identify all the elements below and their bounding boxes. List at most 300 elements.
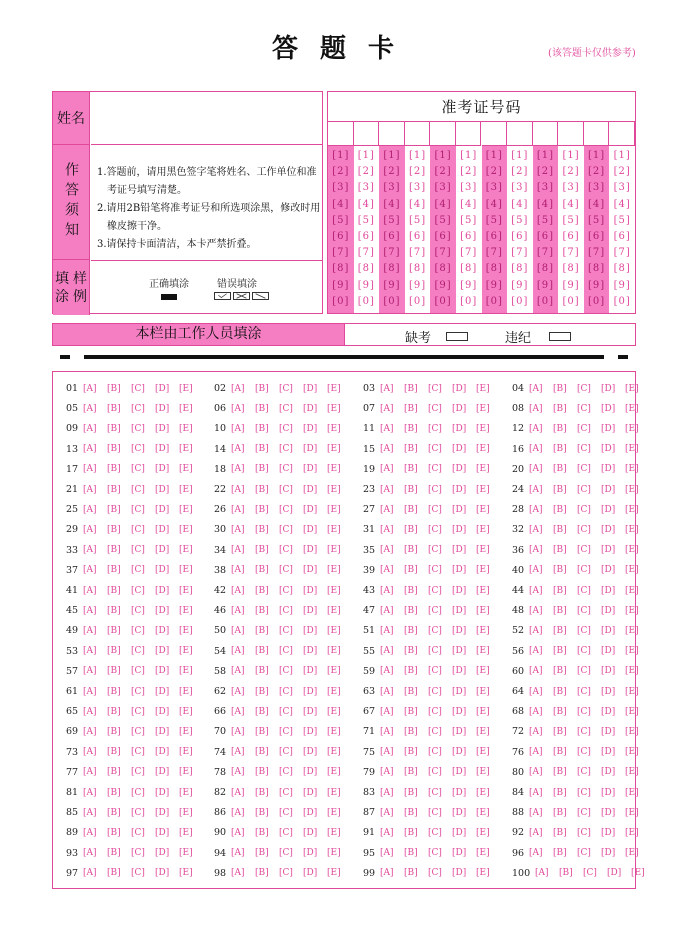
answer-bubble[interactable]: [B] (404, 545, 418, 556)
answer-bubble[interactable]: [E] (476, 767, 490, 778)
answer-bubble[interactable]: [D] (601, 726, 616, 737)
answer-bubble[interactable]: [B] (107, 464, 121, 475)
answer-bubble[interactable]: [A] (380, 524, 394, 535)
answer-bubble[interactable]: [C] (428, 807, 442, 818)
admission-digit-bubble[interactable]: [2] (332, 166, 350, 178)
answer-bubble[interactable]: [A] (231, 787, 245, 798)
answer-bubble[interactable]: [E] (476, 787, 490, 798)
answer-bubble[interactable]: [A] (380, 807, 394, 818)
answer-bubble[interactable]: [C] (428, 444, 442, 455)
answer-bubble[interactable]: [C] (577, 484, 591, 495)
answer-bubble[interactable]: [A] (83, 767, 97, 778)
answer-bubble[interactable]: [C] (131, 807, 145, 818)
admission-digit-box[interactable] (609, 122, 635, 146)
answer-bubble[interactable]: [B] (255, 504, 269, 515)
answer-bubble[interactable]: [A] (529, 464, 543, 475)
answer-bubble[interactable]: [A] (83, 827, 97, 838)
answer-bubble[interactable]: [C] (279, 423, 293, 434)
answer-bubble[interactable]: [C] (279, 726, 293, 737)
answer-bubble[interactable]: [B] (255, 484, 269, 495)
answer-bubble[interactable]: [D] (601, 787, 616, 798)
answer-bubble[interactable]: [B] (559, 868, 573, 879)
admission-digit-bubble[interactable]: [5] (588, 214, 606, 226)
answer-bubble[interactable]: [B] (255, 444, 269, 455)
answer-bubble[interactable]: [C] (131, 706, 145, 717)
answer-bubble[interactable]: [E] (327, 827, 341, 838)
answer-bubble[interactable]: [C] (428, 625, 442, 636)
answer-bubble[interactable]: [D] (601, 504, 616, 515)
answer-bubble[interactable]: [B] (255, 747, 269, 758)
answer-bubble[interactable]: [E] (179, 787, 193, 798)
answer-bubble[interactable]: [C] (279, 484, 293, 495)
admission-digit-box[interactable] (430, 122, 456, 146)
answer-bubble[interactable]: [C] (577, 787, 591, 798)
answer-bubble[interactable]: [C] (577, 524, 591, 535)
answer-bubble[interactable]: [C] (577, 565, 591, 576)
answer-bubble[interactable]: [D] (155, 848, 170, 859)
answer-bubble[interactable]: [E] (476, 423, 490, 434)
admission-digit-bubble[interactable]: [5] (332, 214, 350, 226)
admission-digit-bubble[interactable]: [6] (613, 231, 631, 242)
answer-bubble[interactable]: [A] (231, 827, 245, 838)
admission-digit-bubble[interactable]: [1] (511, 150, 529, 161)
admission-digit-bubble[interactable]: [8] (434, 263, 452, 275)
answer-bubble[interactable]: [C] (131, 585, 145, 596)
answer-bubble[interactable]: [C] (131, 605, 145, 616)
answer-bubble[interactable]: [B] (255, 605, 269, 616)
answer-bubble[interactable]: [E] (179, 585, 193, 596)
answer-bubble[interactable]: [B] (404, 423, 418, 434)
answer-bubble[interactable]: [A] (380, 605, 394, 616)
answer-bubble[interactable]: [D] (155, 464, 170, 475)
answer-bubble[interactable]: [D] (155, 524, 170, 535)
answer-bubble[interactable]: [A] (529, 646, 543, 657)
admission-digit-bubble[interactable]: [5] (485, 214, 503, 226)
answer-bubble[interactable]: [E] (327, 646, 341, 657)
admission-digit-bubble[interactable]: [6] (434, 231, 452, 242)
admission-digit-bubble[interactable]: [1] (383, 150, 401, 161)
admission-digit-bubble[interactable]: [0] (383, 295, 401, 307)
answer-bubble[interactable]: [A] (83, 686, 97, 697)
answer-bubble[interactable]: [B] (107, 423, 121, 434)
answer-bubble[interactable]: [C] (131, 747, 145, 758)
answer-bubble[interactable]: [A] (231, 585, 245, 596)
answer-bubble[interactable]: [E] (179, 464, 193, 475)
answer-bubble[interactable]: [B] (553, 807, 567, 818)
admission-digit-bubble[interactable]: [8] (460, 263, 478, 275)
answer-bubble[interactable]: [A] (83, 726, 97, 737)
answer-bubble[interactable]: [B] (404, 726, 418, 737)
admission-digit-bubble[interactable]: [1] (588, 150, 606, 161)
admission-digit-box[interactable] (507, 122, 533, 146)
answer-bubble[interactable]: [A] (380, 706, 394, 717)
answer-bubble[interactable]: [A] (380, 767, 394, 778)
answer-bubble[interactable]: [B] (404, 383, 418, 394)
admission-digit-bubble[interactable]: [1] (613, 150, 631, 161)
admission-digit-bubble[interactable]: [2] (434, 166, 452, 178)
admission-digit-bubble[interactable]: [0] (408, 295, 427, 307)
admission-digit-bubble[interactable]: [9] (408, 279, 427, 291)
answer-bubble[interactable]: [C] (279, 646, 293, 657)
answer-bubble[interactable]: [E] (327, 605, 341, 616)
answer-bubble[interactable]: [C] (577, 464, 591, 475)
answer-bubble[interactable]: [B] (553, 827, 567, 838)
answer-bubble[interactable]: [D] (452, 403, 467, 414)
answer-bubble[interactable]: [C] (577, 545, 591, 556)
answer-bubble[interactable]: [C] (131, 403, 145, 414)
answer-bubble[interactable]: [E] (327, 686, 341, 697)
answer-bubble[interactable]: [E] (625, 706, 639, 717)
answer-bubble[interactable]: [B] (255, 706, 269, 717)
admission-digit-bubble[interactable]: [8] (588, 263, 606, 275)
answer-bubble[interactable]: [A] (83, 545, 97, 556)
answer-bubble[interactable]: [A] (529, 787, 543, 798)
answer-bubble[interactable]: [D] (303, 565, 318, 576)
answer-bubble[interactable]: [E] (625, 787, 639, 798)
answer-bubble[interactable]: [D] (452, 868, 467, 879)
answer-bubble[interactable]: [C] (577, 504, 591, 515)
admission-digit-bubble[interactable]: [0] (588, 295, 606, 307)
answer-bubble[interactable]: [A] (380, 625, 394, 636)
answer-bubble[interactable]: [D] (155, 726, 170, 737)
answer-bubble[interactable]: [C] (428, 565, 442, 576)
answer-bubble[interactable]: [C] (131, 726, 145, 737)
answer-bubble[interactable]: [D] (303, 868, 318, 879)
answer-bubble[interactable]: [E] (476, 383, 490, 394)
answer-bubble[interactable]: [C] (131, 545, 145, 556)
answer-bubble[interactable]: [A] (231, 403, 245, 414)
answer-bubble[interactable]: [B] (107, 726, 121, 737)
admission-digit-bubble[interactable]: [4] (511, 198, 529, 210)
admission-digit-bubble[interactable]: [7] (383, 247, 401, 259)
answer-bubble[interactable]: [E] (476, 444, 490, 455)
answer-bubble[interactable]: [B] (404, 504, 418, 515)
answer-bubble[interactable]: [B] (255, 545, 269, 556)
answer-bubble[interactable]: [C] (428, 706, 442, 717)
answer-bubble[interactable]: [D] (155, 545, 170, 556)
admission-digit-bubble[interactable]: [3] (383, 182, 401, 194)
answer-bubble[interactable]: [D] (155, 646, 170, 657)
answer-bubble[interactable]: [E] (476, 747, 490, 758)
admission-digit-bubble[interactable]: [4] (485, 198, 503, 210)
answer-bubble[interactable]: [E] (625, 625, 639, 636)
answer-bubble[interactable]: [E] (625, 545, 639, 556)
answer-bubble[interactable]: [B] (404, 585, 418, 596)
answer-bubble[interactable]: [D] (452, 504, 467, 515)
answer-bubble[interactable]: [B] (553, 787, 567, 798)
answer-bubble[interactable]: [E] (179, 625, 193, 636)
answer-bubble[interactable]: [E] (476, 565, 490, 576)
answer-bubble[interactable]: [C] (577, 848, 591, 859)
answer-bubble[interactable]: [E] (327, 747, 341, 758)
answer-bubble[interactable]: [C] (428, 524, 442, 535)
answer-bubble[interactable]: [B] (404, 646, 418, 657)
answer-bubble[interactable]: [D] (155, 484, 170, 495)
admission-digit-bubble[interactable]: [3] (485, 182, 503, 194)
answer-bubble[interactable]: [D] (303, 706, 318, 717)
admission-digit-bubble[interactable]: [2] (357, 166, 375, 178)
violation-checkbox[interactable] (549, 332, 571, 341)
admission-digit-bubble[interactable]: [0] (460, 295, 478, 307)
answer-bubble[interactable]: [B] (553, 423, 567, 434)
answer-bubble[interactable]: [E] (179, 868, 193, 879)
answer-bubble[interactable]: [C] (577, 726, 591, 737)
answer-bubble[interactable]: [A] (529, 383, 543, 394)
answer-bubble[interactable]: [E] (476, 403, 490, 414)
admission-digit-bubble[interactable]: [3] (434, 182, 452, 194)
answer-bubble[interactable]: [D] (303, 848, 318, 859)
answer-bubble[interactable]: [B] (107, 605, 121, 616)
admission-digit-bubble[interactable]: [5] (613, 214, 631, 226)
answer-bubble[interactable]: [B] (553, 686, 567, 697)
answer-bubble[interactable]: [A] (529, 747, 543, 758)
answer-bubble[interactable]: [B] (404, 787, 418, 798)
admission-digit-bubble[interactable]: [2] (383, 166, 401, 178)
answer-bubble[interactable]: [B] (107, 403, 121, 414)
admission-digit-bubble[interactable]: [9] (485, 279, 503, 291)
answer-bubble[interactable]: [D] (601, 403, 616, 414)
answer-bubble[interactable]: [A] (231, 686, 245, 697)
answer-bubble[interactable]: [B] (255, 807, 269, 818)
answer-bubble[interactable]: [A] (83, 464, 97, 475)
admission-digit-bubble[interactable]: [5] (408, 214, 427, 226)
answer-bubble[interactable]: [C] (428, 383, 442, 394)
answer-bubble[interactable]: [E] (625, 848, 639, 859)
admission-digit-bubble[interactable]: [5] (357, 214, 375, 226)
answer-bubble[interactable]: [C] (428, 605, 442, 616)
answer-bubble[interactable]: [E] (625, 464, 639, 475)
admission-digit-bubble[interactable]: [8] (485, 263, 503, 275)
admission-digit-bubble[interactable]: [1] (434, 150, 452, 161)
admission-digit-bubble[interactable]: [8] (562, 263, 580, 275)
answer-bubble[interactable]: [E] (625, 686, 639, 697)
answer-bubble[interactable]: [E] (327, 767, 341, 778)
answer-bubble[interactable]: [B] (255, 585, 269, 596)
answer-bubble[interactable]: [E] (327, 565, 341, 576)
answer-bubble[interactable]: [C] (279, 524, 293, 535)
answer-bubble[interactable]: [C] (131, 444, 145, 455)
answer-bubble[interactable]: [B] (553, 585, 567, 596)
answer-bubble[interactable]: [A] (380, 545, 394, 556)
answer-bubble[interactable]: [D] (452, 545, 467, 556)
answer-bubble[interactable]: [E] (179, 524, 193, 535)
answer-bubble[interactable]: [B] (255, 666, 269, 677)
answer-bubble[interactable]: [C] (577, 605, 591, 616)
answer-bubble[interactable]: [D] (303, 646, 318, 657)
answer-bubble[interactable]: [A] (380, 565, 394, 576)
answer-bubble[interactable]: [E] (179, 706, 193, 717)
answer-bubble[interactable]: [C] (577, 383, 591, 394)
admission-digit-bubble[interactable]: [1] (357, 150, 375, 161)
answer-bubble[interactable]: [A] (380, 444, 394, 455)
admission-digit-bubble[interactable]: [1] (536, 150, 555, 161)
answer-bubble[interactable]: [B] (553, 767, 567, 778)
answer-bubble[interactable]: [A] (231, 625, 245, 636)
answer-bubble[interactable]: [E] (179, 848, 193, 859)
answer-bubble[interactable]: [B] (255, 787, 269, 798)
absent-checkbox[interactable] (446, 332, 468, 341)
answer-bubble[interactable]: [A] (380, 747, 394, 758)
answer-bubble[interactable]: [A] (231, 726, 245, 737)
answer-bubble[interactable]: [E] (476, 827, 490, 838)
admission-digit-bubble[interactable]: [0] (332, 295, 350, 307)
answer-bubble[interactable]: [C] (279, 686, 293, 697)
answer-bubble[interactable]: [D] (155, 383, 170, 394)
admission-digit-bubble[interactable]: [7] (460, 247, 478, 259)
answer-bubble[interactable]: [B] (553, 605, 567, 616)
answer-bubble[interactable]: [B] (404, 403, 418, 414)
answer-bubble[interactable]: [A] (231, 524, 245, 535)
answer-bubble[interactable]: [E] (476, 646, 490, 657)
answer-bubble[interactable]: [A] (83, 666, 97, 677)
answer-bubble[interactable]: [B] (107, 747, 121, 758)
answer-bubble[interactable]: [A] (231, 605, 245, 616)
answer-bubble[interactable]: [D] (601, 585, 616, 596)
answer-bubble[interactable]: [D] (303, 403, 318, 414)
answer-bubble[interactable]: [B] (255, 848, 269, 859)
answer-bubble[interactable]: [E] (625, 827, 639, 838)
answer-bubble[interactable]: [A] (529, 504, 543, 515)
admission-digit-bubble[interactable]: [0] (536, 295, 555, 307)
answer-bubble[interactable]: [C] (131, 524, 145, 535)
answer-bubble[interactable]: [B] (553, 545, 567, 556)
answer-bubble[interactable]: [D] (303, 787, 318, 798)
answer-bubble[interactable]: [B] (107, 767, 121, 778)
admission-digit-bubble[interactable]: [4] (536, 198, 555, 210)
answer-bubble[interactable]: [D] (155, 686, 170, 697)
answer-bubble[interactable]: [A] (529, 605, 543, 616)
answer-bubble[interactable]: [D] (155, 504, 170, 515)
admission-digit-bubble[interactable]: [9] (434, 279, 452, 291)
answer-bubble[interactable]: [C] (279, 868, 293, 879)
answer-bubble[interactable]: [A] (529, 484, 543, 495)
answer-bubble[interactable]: [C] (131, 666, 145, 677)
answer-bubble[interactable]: [C] (279, 383, 293, 394)
answer-bubble[interactable]: [A] (529, 565, 543, 576)
answer-bubble[interactable]: [B] (255, 686, 269, 697)
answer-bubble[interactable]: [C] (577, 767, 591, 778)
answer-bubble[interactable]: [A] (380, 504, 394, 515)
answer-bubble[interactable]: [C] (131, 868, 145, 879)
admission-digit-bubble[interactable]: [5] (562, 214, 580, 226)
admission-digit-bubble[interactable]: [6] (408, 231, 427, 242)
answer-bubble[interactable]: [C] (577, 403, 591, 414)
answer-bubble[interactable]: [E] (625, 807, 639, 818)
answer-bubble[interactable]: [A] (231, 383, 245, 394)
answer-bubble[interactable]: [B] (404, 767, 418, 778)
answer-bubble[interactable]: [E] (625, 403, 639, 414)
answer-bubble[interactable]: [A] (529, 848, 543, 859)
answer-bubble[interactable]: [C] (279, 666, 293, 677)
answer-bubble[interactable]: [E] (625, 605, 639, 616)
answer-bubble[interactable]: [C] (279, 706, 293, 717)
answer-bubble[interactable]: [B] (553, 484, 567, 495)
answer-bubble[interactable]: [A] (529, 444, 543, 455)
answer-bubble[interactable]: [E] (327, 726, 341, 737)
admission-digit-bubble[interactable]: [8] (383, 263, 401, 275)
admission-digit-bubble[interactable]: [4] (562, 198, 580, 210)
answer-bubble[interactable]: [B] (255, 827, 269, 838)
answer-bubble[interactable]: [C] (577, 706, 591, 717)
answer-bubble[interactable]: [E] (179, 403, 193, 414)
answer-bubble[interactable]: [D] (303, 484, 318, 495)
answer-bubble[interactable]: [B] (107, 524, 121, 535)
answer-bubble[interactable]: [A] (83, 524, 97, 535)
answer-bubble[interactable]: [C] (428, 403, 442, 414)
answer-bubble[interactable]: [B] (404, 464, 418, 475)
answer-bubble[interactable]: [D] (303, 383, 318, 394)
answer-bubble[interactable]: [D] (452, 686, 467, 697)
answer-bubble[interactable]: [B] (404, 444, 418, 455)
answer-bubble[interactable]: [B] (255, 464, 269, 475)
answer-bubble[interactable]: [E] (625, 726, 639, 737)
answer-bubble[interactable]: [D] (303, 444, 318, 455)
answer-bubble[interactable]: [C] (131, 484, 145, 495)
answer-bubble[interactable]: [A] (231, 666, 245, 677)
answer-bubble[interactable]: [D] (452, 585, 467, 596)
answer-bubble[interactable]: [B] (553, 726, 567, 737)
answer-bubble[interactable]: [C] (428, 545, 442, 556)
answer-bubble[interactable]: [D] (601, 666, 616, 677)
answer-bubble[interactable]: [C] (131, 423, 145, 434)
answer-bubble[interactable]: [C] (428, 747, 442, 758)
answer-bubble[interactable]: [A] (380, 464, 394, 475)
answer-bubble[interactable]: [A] (231, 646, 245, 657)
answer-bubble[interactable]: [D] (452, 827, 467, 838)
answer-bubble[interactable]: [E] (179, 545, 193, 556)
answer-bubble[interactable]: [A] (529, 706, 543, 717)
answer-bubble[interactable]: [E] (327, 504, 341, 515)
answer-bubble[interactable]: [E] (476, 484, 490, 495)
answer-bubble[interactable]: [B] (553, 646, 567, 657)
answer-bubble[interactable]: [E] (179, 484, 193, 495)
answer-bubble[interactable]: [A] (231, 565, 245, 576)
answer-bubble[interactable]: [E] (327, 444, 341, 455)
answer-bubble[interactable]: [D] (452, 565, 467, 576)
answer-bubble[interactable]: [C] (131, 686, 145, 697)
answer-bubble[interactable]: [C] (279, 444, 293, 455)
answer-bubble[interactable]: [E] (327, 464, 341, 475)
answer-bubble[interactable]: [D] (601, 464, 616, 475)
answer-bubble[interactable]: [C] (131, 625, 145, 636)
answer-bubble[interactable]: [B] (404, 565, 418, 576)
answer-bubble[interactable]: [C] (577, 747, 591, 758)
answer-bubble[interactable]: [A] (231, 504, 245, 515)
answer-bubble[interactable]: [B] (404, 827, 418, 838)
answer-bubble[interactable]: [E] (179, 767, 193, 778)
answer-bubble[interactable]: [A] (380, 848, 394, 859)
answer-bubble[interactable]: [B] (404, 807, 418, 818)
answer-bubble[interactable]: [A] (380, 403, 394, 414)
answer-bubble[interactable]: [D] (601, 646, 616, 657)
admission-digit-bubble[interactable]: [1] (485, 150, 503, 161)
answer-bubble[interactable]: [A] (380, 484, 394, 495)
answer-bubble[interactable]: [E] (625, 666, 639, 677)
answer-bubble[interactable]: [D] (452, 787, 467, 798)
answer-bubble[interactable]: [E] (179, 444, 193, 455)
admission-digit-bubble[interactable]: [8] (511, 263, 529, 275)
answer-bubble[interactable]: [C] (428, 423, 442, 434)
answer-bubble[interactable]: [B] (404, 706, 418, 717)
name-field[interactable] (91, 92, 322, 145)
answer-bubble[interactable]: [A] (380, 726, 394, 737)
answer-bubble[interactable]: [E] (631, 868, 645, 879)
answer-bubble[interactable]: [A] (83, 444, 97, 455)
answer-bubble[interactable]: [C] (428, 666, 442, 677)
admission-digit-bubble[interactable]: [9] (383, 279, 401, 291)
answer-bubble[interactable]: [D] (601, 444, 616, 455)
answer-bubble[interactable]: [B] (107, 807, 121, 818)
